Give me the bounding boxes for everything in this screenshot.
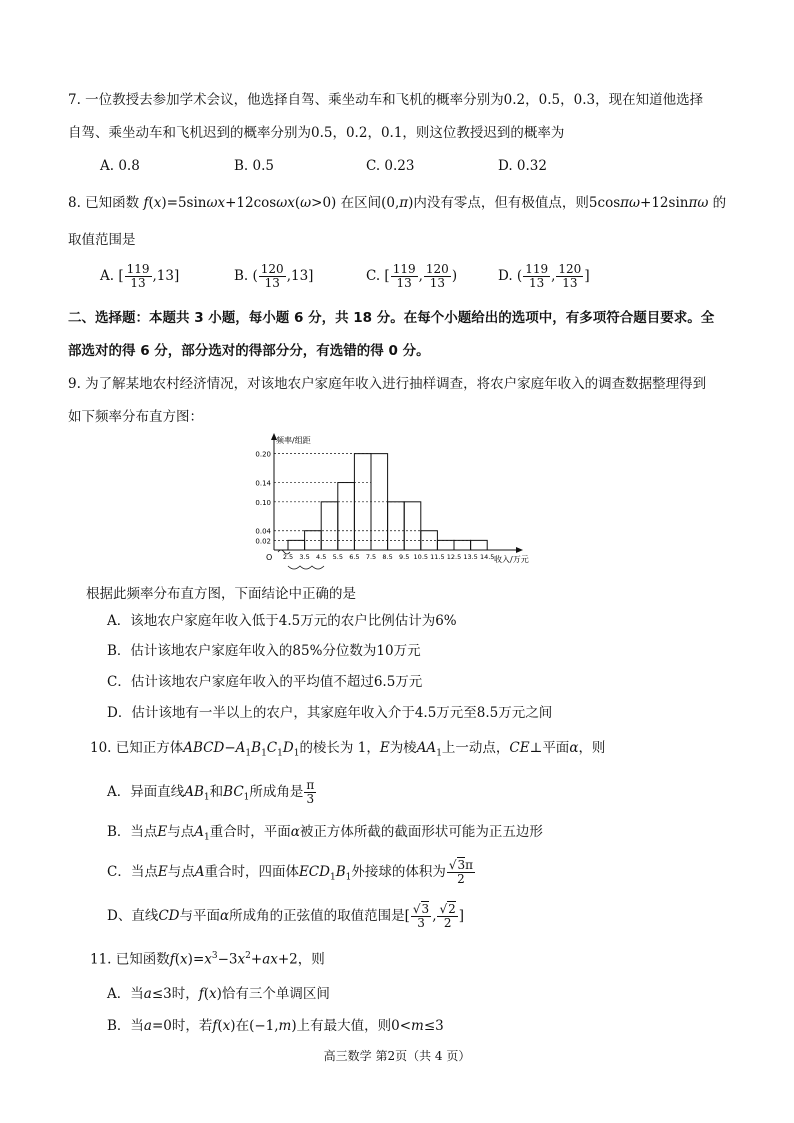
origin-label: O — [266, 553, 273, 562]
y-tick-label: 0.04 — [255, 527, 271, 536]
x-axis-label: 收入/万元 — [494, 555, 529, 564]
histogram-bar — [388, 502, 405, 550]
x-axis-arrow — [516, 547, 523, 553]
q9-option-c: C．估计该地农户家庭年收入的平均值不超过6.5万元 — [107, 674, 423, 690]
q7-line2: 自驾、乘坐动车和飞机迟到的概率分别为0.5，0.2，0.1，则这位教授迟到的概率为 — [68, 125, 565, 141]
q9-option-b: B．估计该地农户家庭年收入的85%分位数为10万元 — [107, 643, 421, 659]
x-tick-label: 4.5 — [316, 553, 327, 561]
q8-option-d: D. ( $\frac{119}{13}$ , $\frac{120}{13}$ ] — [498, 262, 590, 290]
q9-after: 根据此频率分布直方图，下面结论中正确的是 — [86, 586, 356, 602]
q8-option-c: C. [ $\frac{119}{13}$ , $\frac{120}{13}$ ) — [366, 262, 458, 290]
q10-stem: 10. 已知正方体$ABCD-A_1B_1C_1D_1$的棱长为 1，E为棱$AA_1$上一动点，CE⊥平面α，则 — [90, 740, 606, 759]
x-tick-label: 12.5 — [446, 553, 462, 561]
frequency-histogram — [236, 432, 536, 582]
q9-option-d: D．估计该地有一半以上的农户，其家庭年收入介于4.5万元至8.5万元之间 — [107, 705, 553, 721]
x-tick-label: 9.5 — [399, 553, 410, 561]
q8-interval: (0,π) — [381, 195, 414, 211]
q8-function: f(x)=5sinωx+12cosωx(ω>0) — [143, 195, 337, 211]
q8-line2: 取值范围是 — [68, 232, 136, 248]
y-tick-label: 0.02 — [255, 537, 271, 546]
q11-option-a: A．当a≤3时，f(x)恰有三个单调区间 — [107, 986, 330, 1002]
q9-line2: 如下频率分布直方图： — [68, 409, 203, 425]
q10-option-a: A．异面直线$AB_1$和$BC_1$所成角是 $\frac{\pi}{3}$ — [107, 778, 315, 806]
x-tick-label: 3.5 — [299, 553, 310, 561]
q8-text2: 内没有零点，但有极值点，则 — [413, 195, 589, 211]
q10-option-c: C．当点E与点A重合时，四面体$ECD_1B_1$外接球的体积为 $\frac{√3\pi}{2}$ — [107, 858, 474, 886]
x-tick-label: 7.5 — [365, 553, 377, 561]
q8-option-b: B. ( $\frac{120}{13}$ ,13] — [234, 262, 314, 290]
q10-option-b: B．当点E与点$A_1$重合时，平面α被正方体所截的截面形状可能为正五边形 — [107, 824, 543, 843]
x-tick-label: 13.5 — [463, 553, 478, 561]
q7-option-a: A. 0.8 — [100, 158, 140, 174]
q8-text: 在区间 — [340, 195, 382, 211]
histogram-bar — [437, 540, 454, 550]
section2-line2: 部选对的得 6 分，部分选对的得部分分，有选错的得 0 分。 — [68, 343, 430, 359]
y-tick-label: 0.10 — [255, 498, 271, 507]
histogram-bar — [288, 540, 305, 550]
q7-option-b: B. 0.5 — [234, 158, 274, 174]
q11-stem: 11. 已知函数$f(x)=x^3-3x^2+ax+2$，则 — [90, 951, 325, 968]
q11-option-b: B．当a=0时，若f(x)在(−1,m)上有最大值，则0<m≤3 — [107, 1018, 444, 1034]
q8-text3: 的 — [712, 195, 727, 211]
y-tick-label: 0.14 — [255, 479, 271, 488]
histogram-bar — [404, 502, 421, 550]
histogram-bar — [338, 483, 355, 550]
histogram-bar — [471, 540, 488, 550]
page-footer: 高三数学 第2页（共 4 页） — [323, 1049, 471, 1063]
x-tick-label: 14.5 — [479, 553, 495, 561]
x-tick-label: 8.5 — [382, 553, 393, 561]
q7-line1: 7. 一位教授去参加学术会议，他选择自驾、乘坐动车和飞机的概率分别为0.2，0.5，0.3，现在知道他选择 — [68, 92, 704, 108]
y-axis-label: 频率/组距 — [276, 436, 311, 445]
brace-mark — [288, 566, 324, 569]
q10-option-d: D、直线CD与平面α所成角的正弦值的取值范围是[ $\frac{√3}{3}$ , $\frac{√2}{2}$ ] — [107, 902, 465, 930]
q8-expression: 5cosπω+12sinπω — [588, 195, 709, 211]
x-tick-label: 11.5 — [430, 553, 445, 561]
histogram-bar — [454, 540, 471, 550]
section2-line1: 二、选择题：本题共 3 小题，每小题 6 分，共 18 分。在每个小题给出的选项中，有多项符合题目要求。全 — [68, 310, 715, 326]
x-tick-label: 2.5 — [282, 553, 294, 561]
x-tick-label: 10.5 — [413, 553, 429, 561]
q7-option-c: C. 0.23 — [366, 158, 415, 174]
q8-stem — [68, 193, 726, 213]
y-tick-label: 0.20 — [255, 450, 271, 459]
q9-option-a: A．该地农户家庭年收入低于4.5万元的农户比例估计为6% — [107, 613, 457, 629]
q7-option-d: D. 0.32 — [498, 158, 547, 174]
q9-line1: 9. 为了解某地农村经济情况，对该地农户家庭年收入进行抽样调查，将农户家庭年收入的调查数据整理得到 — [68, 376, 707, 392]
q8-number: 8. 已知函数 — [68, 195, 140, 211]
histogram-bar — [321, 502, 338, 550]
x-tick-label: 5.5 — [332, 553, 343, 561]
q8-option-a: A. [ $\frac{119}{13}$ ,13] — [100, 262, 180, 290]
x-tick-label: 6.5 — [349, 553, 360, 561]
